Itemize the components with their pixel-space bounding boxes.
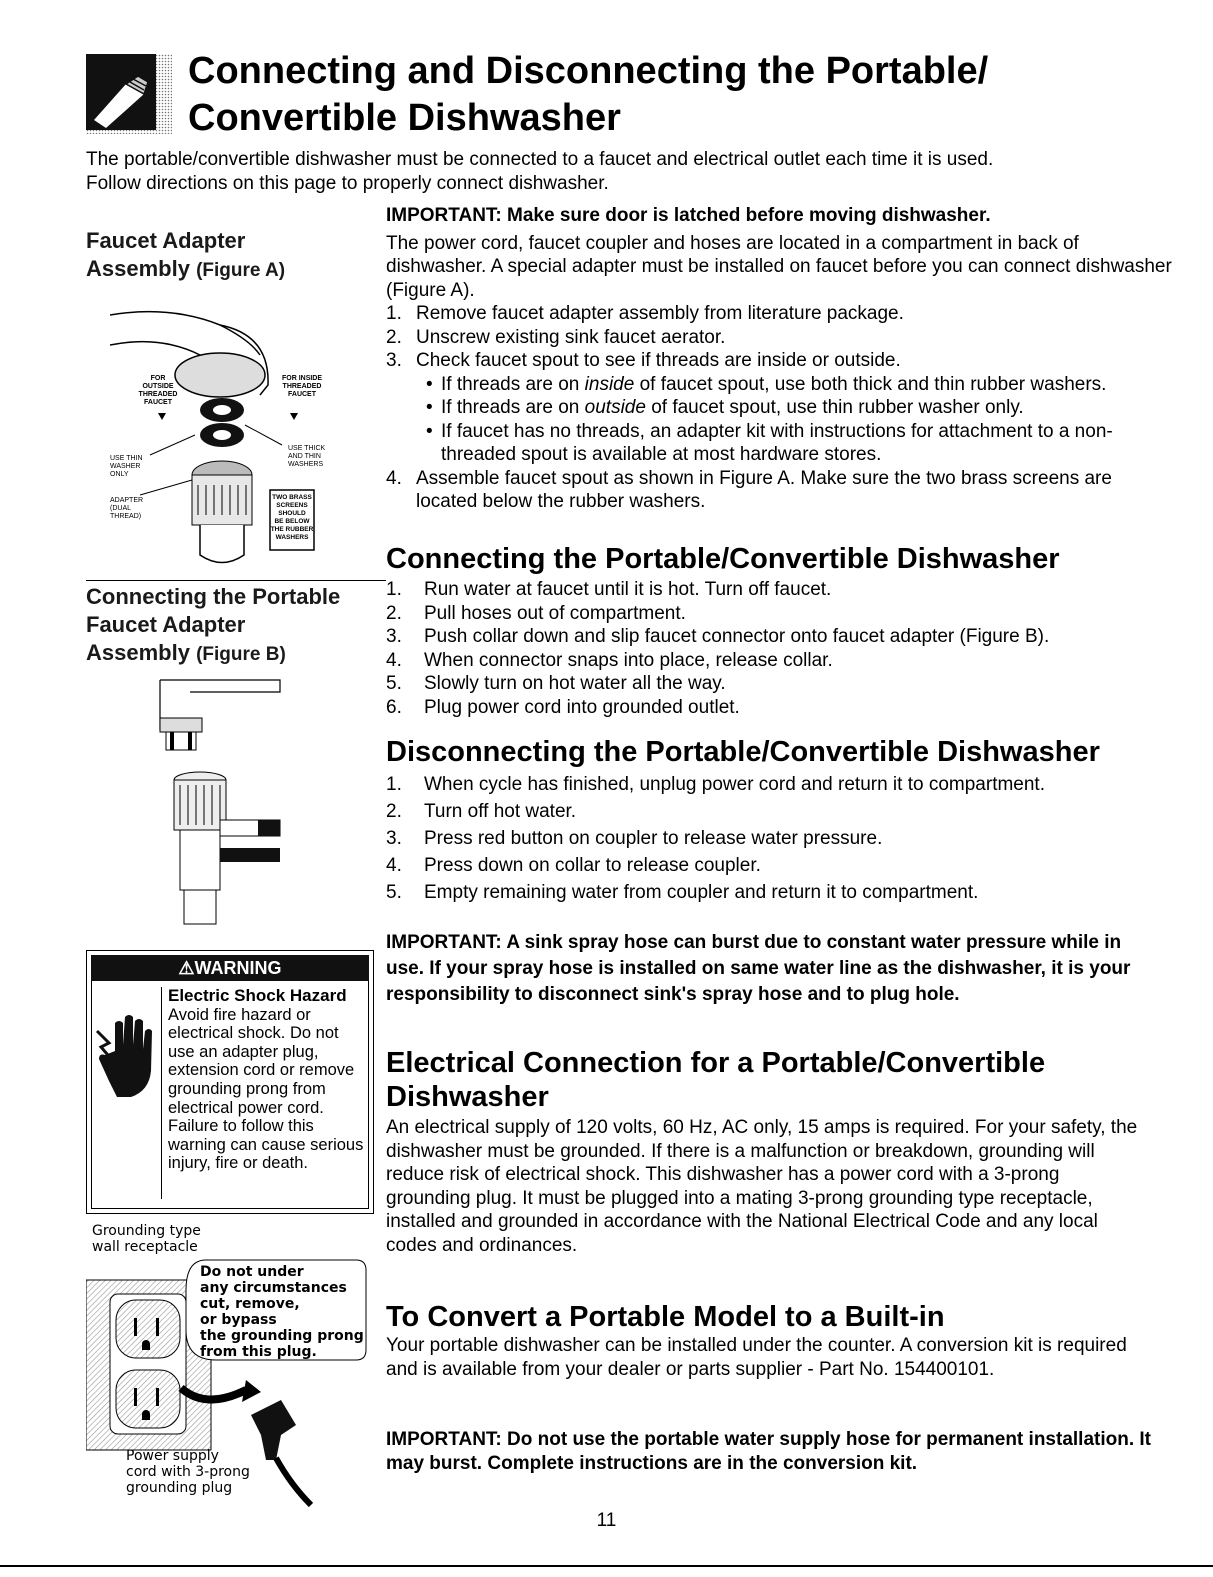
- warning-bar: ⚠WARNING: [91, 955, 369, 981]
- adapter-steps: [386, 302, 1176, 373]
- convert-section: [386, 1300, 1176, 1381]
- list-item: 1. Remove faucet adapter assembly from literature package.: [386, 303, 904, 324]
- warning-heading: Electric Shock Hazard: [168, 986, 347, 1005]
- disconnect-heading: Disconnecting the Portable/Convertible Dishwasher: [386, 736, 1100, 768]
- faucet-adapter-heading: Faucet Adapter Assembly (Figure A): [86, 228, 286, 281]
- important-convert-notice: IMPORTANT: Do not use the portable water supply hose for permanent installation. It may burst. Complete instructions are in the conversion kit.: [386, 1429, 1151, 1474]
- electrical-paragraph: An electrical supply of 120 volts, 60 Hz, AC only, 15 amps is required. For your safety, the dishwasher must be grounded. If there is a malfunction or breakdown, grounding will reduce risk of electrical shock. This dishwasher has a power cord with a 3-prong grounding plug. It must be plugged into a mating 3-prong grounding type receptacle, installed and grounded in accordance with the National Electrical Code and any local codes and ordinances.: [386, 1117, 1138, 1256]
- page-title: Connecting and Disconnecting the Portable/ Convertible Dishwasher: [188, 50, 989, 139]
- list-item: 4. When connector snaps into place, release collar.: [386, 649, 833, 671]
- electric-shock-hand-icon: [95, 1011, 155, 1101]
- power-cord-paragraph: The power cord, faucet coupler and hoses are located in a compartment in back of dishwasher. A special adapter must be installed on faucet before you can connect dishwasher (Figure A).: [386, 232, 1172, 301]
- faucet-hose-icon: [86, 54, 172, 134]
- connect-heading: Connecting the Portable/Convertible Dishwasher: [386, 543, 1060, 575]
- list-item: • If threads are on outside of faucet spout, use thin rubber washer only.: [426, 397, 1024, 418]
- electrical-section: [386, 1046, 1176, 1257]
- list-item: 2. Pull hoses out of compartment.: [386, 602, 686, 624]
- svg-text:USE THINWASHERONLY: USE THIN WASHER ONLY: [110, 455, 143, 478]
- list-item: 4. Press down on collar to release coupler.: [386, 855, 761, 876]
- list-item: 3. Press red button on coupler to release water pressure.: [386, 828, 883, 849]
- list-item: 2. Turn off hot water.: [386, 801, 577, 822]
- connect-steps: [386, 578, 1176, 719]
- disconnect-section: [386, 735, 1176, 906]
- page-number: 11: [596, 1510, 617, 1531]
- list-item: 5. Empty remaining water from coupler and return it to compartment.: [386, 882, 979, 903]
- list-item: 1. When cycle has finished, unplug power cord and return it to compartment.: [386, 774, 1045, 795]
- convert-heading: To Convert a Portable Model to a Built-in: [386, 1301, 945, 1333]
- electrical-heading: Electrical Connection for a Portable/Convertible Dishwasher: [386, 1047, 1046, 1113]
- adapter-instructions: [386, 204, 1176, 514]
- list-item: • If threads are on inside of faucet spout, use both thick and thin rubber washers.: [426, 373, 1107, 395]
- list-item: 4. Assemble faucet spout as shown in Figure A. Make sure the two brass screens are located below the rubber washers.: [386, 467, 1112, 512]
- connect-section: [386, 542, 1176, 719]
- svg-text:Power supplycord with 3-prongg: Power supply cord with 3-prong grounding plug: [126, 1448, 250, 1496]
- svg-text:Do not underany circumstancesc: Do not under any circumstances cut, remove, or bypass the grounding prong from this plug.: [200, 1264, 364, 1360]
- list-item: 2. Unscrew existing sink faucet aerator.: [386, 326, 726, 348]
- svg-text:Grounding typewall receptacle: Grounding type wall receptacle: [92, 1223, 201, 1255]
- list-item: 1. Run water at faucet until it is hot. Turn off faucet.: [386, 579, 832, 600]
- disconnect-steps: [386, 771, 1176, 906]
- list-item: 3. Push collar down and slip faucet connector onto faucet adapter (Figure B).: [386, 626, 1050, 647]
- svg-text:ADAPTER(DUALTHREAD): ADAPTER (DUAL THREAD): [110, 497, 144, 520]
- connecting-portable-heading: Connecting the Portable Faucet Adapter Assembly (Figure B): [86, 580, 386, 669]
- svg-text:USE THICKAND THINWASHERS: USE THICK AND THIN WASHERS: [288, 445, 326, 468]
- faucet-adapter-figure: [110, 285, 350, 575]
- important-spray-notice: IMPORTANT: A sink spray hose can burst due to constant water pressure while in use. If your spray hose is installed on same water line as the dishwasher, it is your responsibility to disconnect sink's spray hose and to plug hole.: [386, 932, 1131, 1005]
- convert-paragraph: Your portable dishwasher can be installed under the counter. A conversion kit is required and is available from your dealer or parts supplier - Part No. 154400101.: [386, 1335, 1127, 1380]
- warning-box: [86, 950, 374, 1214]
- grounded-outlet-figure: [86, 1220, 376, 1510]
- list-item: 5. Slowly turn on hot water all the way.: [386, 673, 726, 694]
- list-item: 6. Plug power cord into grounded outlet.: [386, 696, 740, 718]
- important-door-notice: IMPORTANT: Make sure door is latched before moving dishwasher.: [386, 205, 991, 226]
- intro-text: The portable/convertible dishwasher must be connected to a faucet and electrical outlet each time it is used. Follow directions on this page to properly connect dishwasher.: [86, 149, 994, 194]
- svg-text:TWO BRASSSCREENSSHOULDBE BELOW: TWO BRASS SCREENS SHOULD BE BELOW THE RUBBER WASHERS: [270, 494, 314, 541]
- list-item: 3. Check faucet spout to see if threads are inside or outside.: [386, 350, 901, 371]
- svg-text:FOROUTSIDETHREADEDFAUCET: FOR OUTSIDE THREADED FAUCET: [138, 375, 178, 406]
- faucet-connector-figure: [150, 670, 290, 930]
- page-bottom-rule: [0, 1565, 1213, 1567]
- svg-text:FOR INSIDETHREADEDFAUCET: FOR INSIDE THREADED FAUCET: [281, 375, 323, 398]
- warning-text: Electric Shock Hazard Avoid fire hazard or electrical shock. Do not use an adapter plug, extension cord or remove grounding prong from electrical power cord. Failure to follow this warning can cause serious injury, fire or death.: [161, 987, 364, 1199]
- list-item: • If faucet has no threads, an adapter kit with instructions for attachment to a non-threaded spout is available at most hardware stores.: [426, 420, 1113, 465]
- thread-bullets: [386, 373, 1176, 467]
